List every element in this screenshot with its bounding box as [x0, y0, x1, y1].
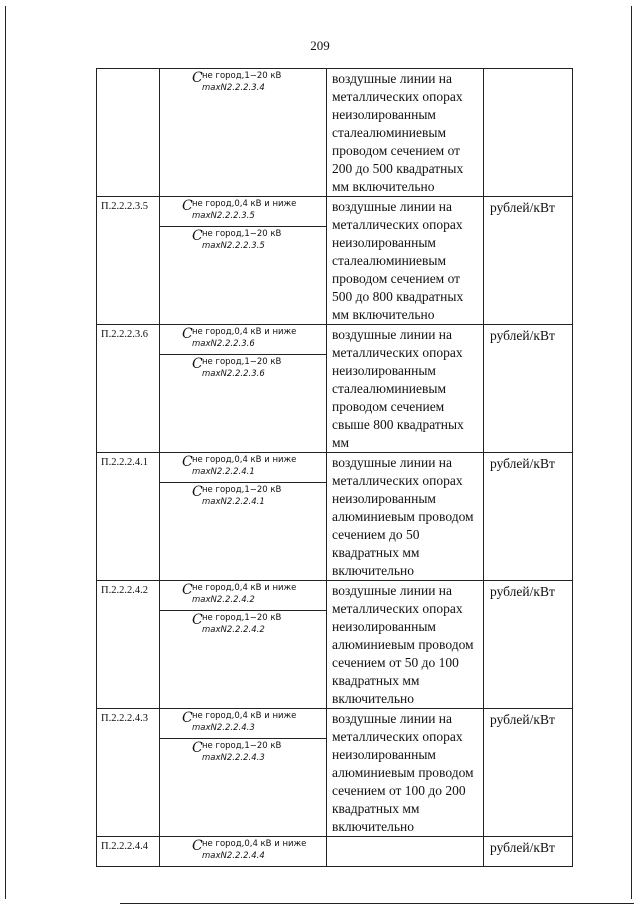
tariff-formula [192, 740, 282, 763]
item-code: П.2.2.2.3.5 [101, 201, 148, 212]
formula-box [160, 197, 326, 227]
tariff-formula [182, 582, 297, 605]
table-row [97, 837, 573, 867]
formula-symbol: C [182, 582, 193, 598]
symbol-cell [160, 69, 327, 197]
formula-subscript: maxN2.2.2.4.2 [192, 595, 255, 605]
formula-subscript: maxN2.2.2.4.4 [202, 851, 265, 861]
code-cell [97, 69, 160, 197]
formula-box [160, 483, 326, 512]
tariff-formula [192, 612, 282, 635]
formula-superscript: не город,0,4 кВ и ниже [192, 711, 297, 721]
formula-box [160, 227, 326, 256]
tariff-formula [192, 228, 282, 251]
unit-cell [484, 69, 573, 197]
formula-subscript: maxN2.2.2.3.5 [192, 211, 255, 221]
formula-symbol: C [192, 356, 203, 372]
description-cell [327, 325, 484, 453]
table-row [97, 69, 573, 197]
line-description [327, 837, 483, 838]
formula-superscript: не город,1−20 кВ [202, 741, 282, 751]
formula-box [160, 709, 326, 739]
formula-box [160, 355, 326, 384]
description-cell [327, 453, 484, 581]
tariff-formula [192, 484, 282, 507]
unit-label: рублей/кВт [490, 584, 555, 599]
description-cell [327, 197, 484, 325]
formula-symbol: C [192, 484, 203, 500]
formula-superscript: не город,0,4 кВ и ниже [202, 839, 307, 849]
description-cell [327, 581, 484, 709]
table-row [97, 197, 573, 325]
formula-subscript: maxN2.2.2.4.2 [202, 625, 265, 635]
item-code [97, 69, 159, 73]
formula-subscript: maxN2.2.2.4.1 [192, 467, 255, 477]
tariff-formula [192, 70, 282, 93]
code-cell [97, 837, 160, 867]
table-row [97, 709, 573, 837]
unit-label: рублей/кВт [490, 328, 555, 343]
item-code: П.2.2.2.3.6 [101, 329, 148, 340]
tariff-formula [192, 356, 282, 379]
unit-cell [484, 197, 573, 325]
tariff-formula [182, 710, 297, 733]
symbol-cell [160, 325, 327, 453]
unit-label: рублей/кВт [490, 840, 555, 855]
tariff-formula [182, 326, 297, 349]
tariff-formula [182, 454, 297, 477]
formula-superscript: не город,1−20 кВ [202, 71, 282, 81]
unit-cell [484, 709, 573, 837]
formula-subscript: maxN2.2.2.3.6 [202, 369, 265, 379]
formula-subscript: maxN2.2.2.4.3 [202, 753, 265, 763]
unit-cell [484, 325, 573, 453]
item-code: П.2.2.2.4.3 [101, 713, 148, 724]
symbol-cell [160, 197, 327, 325]
line-description: воздушные линии на металлических опорах неизолированным алюминиевым проводом сечением до 50 квадратных мм включительно [332, 455, 474, 578]
formula-symbol: C [182, 454, 193, 470]
formula-superscript: не город,1−20 кВ [202, 485, 282, 495]
formula-superscript: не город,0,4 кВ и ниже [192, 199, 297, 209]
tariff-formula [192, 838, 307, 861]
symbol-cell [160, 453, 327, 581]
unit-label: рублей/кВт [490, 200, 555, 215]
code-cell [97, 453, 160, 581]
formula-box [160, 581, 326, 611]
formula-subscript: maxN2.2.2.4.1 [202, 497, 265, 507]
formula-symbol: C [192, 70, 203, 86]
scan-border-right [631, 6, 632, 899]
table-row [97, 453, 573, 581]
formula-subscript: maxN2.2.2.4.3 [192, 723, 255, 733]
formula-box [160, 453, 326, 483]
line-description: воздушные линии на металлических опорах неизолированным алюминиевым проводом сечением от 100 до 200 квадратных мм включительно [332, 711, 474, 834]
formula-symbol: C [182, 326, 193, 342]
formula-symbol: C [192, 740, 203, 756]
tariff-table [96, 68, 573, 867]
unit-label: рублей/кВт [490, 712, 555, 727]
unit-cell [484, 453, 573, 581]
item-code: П.2.2.2.4.1 [101, 457, 148, 468]
formula-superscript: не город,0,4 кВ и ниже [192, 327, 297, 337]
formula-box [160, 739, 326, 768]
code-cell [97, 581, 160, 709]
item-code: П.2.2.2.4.4 [101, 841, 148, 852]
symbol-cell [160, 581, 327, 709]
formula-box [160, 69, 326, 98]
code-cell [97, 709, 160, 837]
unit-label: рублей/кВт [490, 456, 555, 471]
description-cell [327, 709, 484, 837]
line-description: воздушные линии на металлических опорах неизолированным сталеалюминиевым проводом сечением свыше 800 квадратных мм [332, 327, 464, 450]
formula-symbol: C [192, 612, 203, 628]
code-cell [97, 197, 160, 325]
unit-cell [484, 837, 573, 867]
formula-symbol: C [192, 228, 203, 244]
description-cell [327, 837, 484, 867]
line-description: воздушные линии на металлических опорах неизолированным сталеалюминиевым проводом сечением от 200 до 500 квадратных мм включительно [332, 71, 464, 194]
formula-box [160, 837, 326, 866]
formula-superscript: не город,0,4 кВ и ниже [192, 455, 297, 465]
description-cell [327, 69, 484, 197]
table-row [97, 325, 573, 453]
formula-subscript: maxN2.2.2.3.6 [192, 339, 255, 349]
tariff-formula [182, 198, 297, 221]
formula-symbol: C [182, 198, 193, 214]
formula-box [160, 325, 326, 355]
formula-superscript: не город,1−20 кВ [202, 613, 282, 623]
table-row [97, 581, 573, 709]
unit-cell [484, 581, 573, 709]
unit-label [484, 69, 572, 72]
scan-border-left [5, 6, 6, 899]
formula-symbol: C [192, 838, 203, 854]
line-description: воздушные линии на металлических опорах неизолированным сталеалюминиевым проводом сечением от 500 до 800 квадратных мм включительно [332, 199, 464, 322]
line-description: воздушные линии на металлических опорах неизолированным алюминиевым проводом сечением от 50 до 100 квадратных мм включительно [332, 583, 474, 706]
formula-symbol: C [182, 710, 193, 726]
formula-box [160, 611, 326, 640]
page-number: 209 [310, 38, 330, 53]
item-code: П.2.2.2.4.2 [101, 585, 148, 596]
symbol-cell [160, 837, 327, 867]
scan-border-bottom [120, 903, 634, 904]
formula-superscript: не город,1−20 кВ [202, 229, 282, 239]
code-cell [97, 325, 160, 453]
formula-subscript: maxN2.2.2.3.4 [202, 83, 265, 93]
formula-superscript: не город,1−20 кВ [202, 357, 282, 367]
formula-superscript: не город,0,4 кВ и ниже [192, 583, 297, 593]
symbol-cell [160, 709, 327, 837]
formula-subscript: maxN2.2.2.3.5 [202, 241, 265, 251]
